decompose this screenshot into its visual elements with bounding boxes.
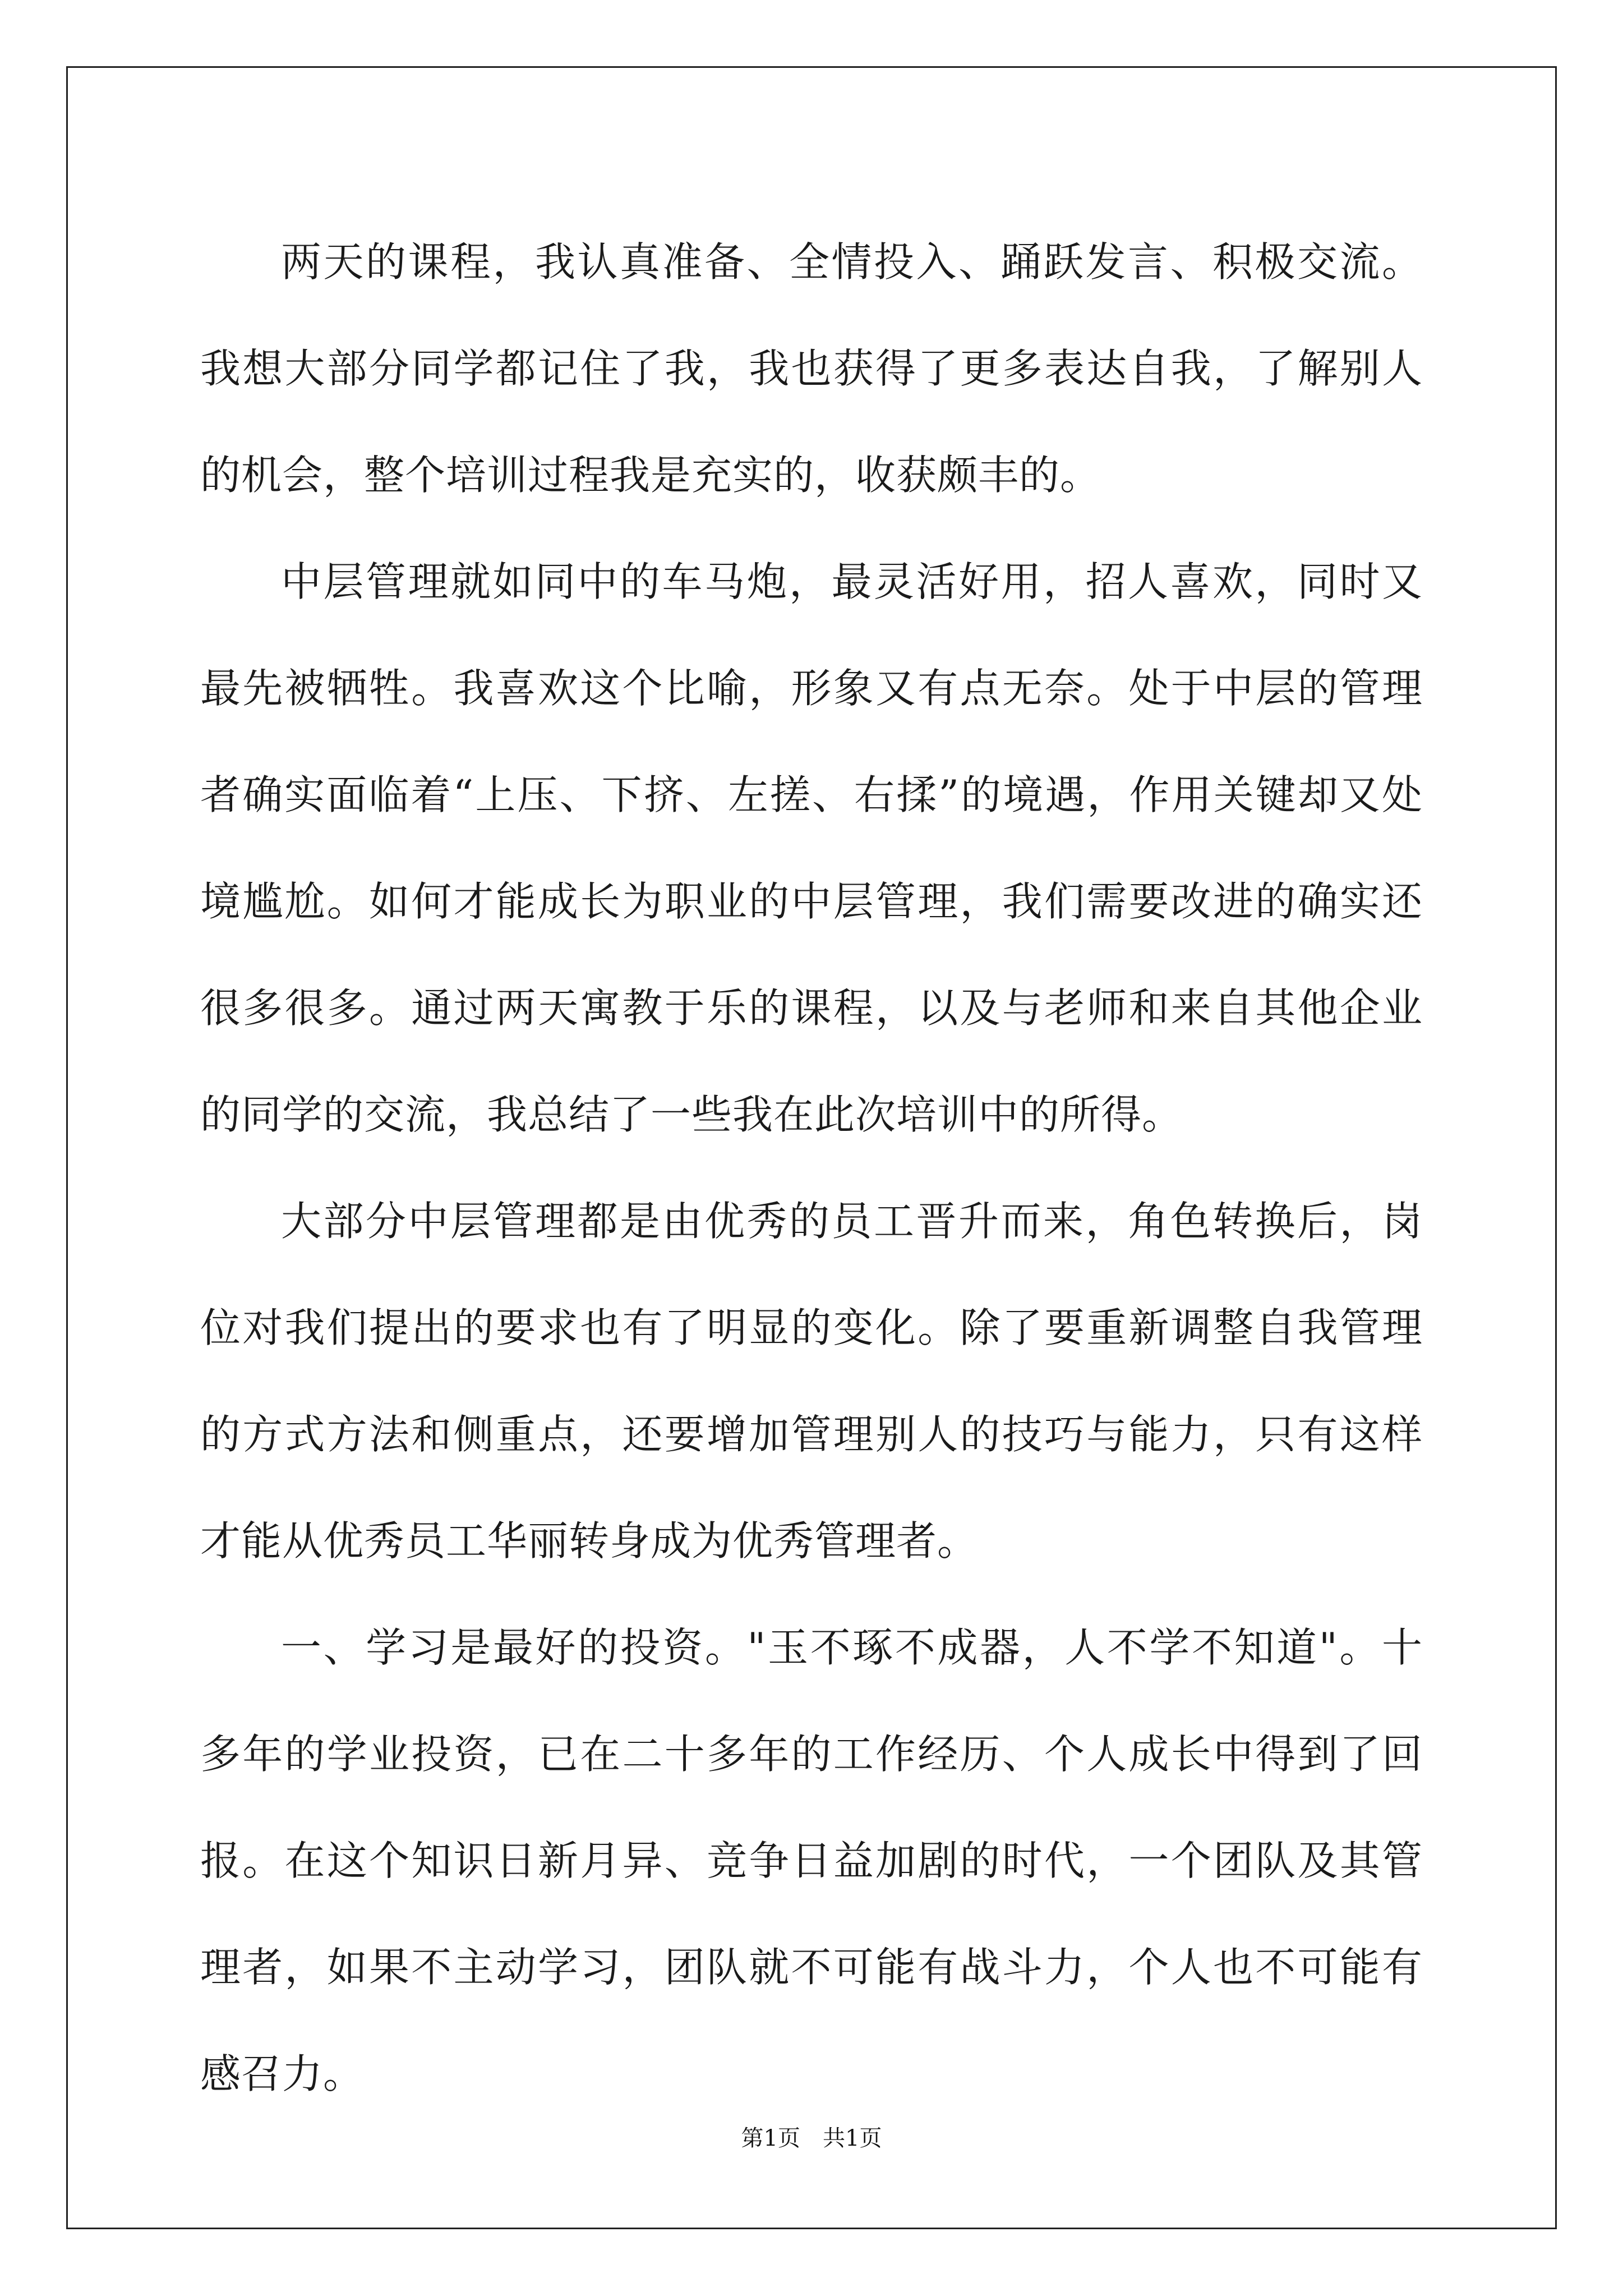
paragraph-1: 两天的课程，我认真准备、全情投入、踊跃发言、积极交流。我想大部分同学都记住了我，我也获得了更多表达自我，了解别人的机会，整个培训过程我是充实的，收获颇丰的。 [200, 238, 1423, 499]
document-body [200, 209, 1423, 2127]
paragraph-4: 一、学习是最好的投资。"玉不琢不成器，人不学不知道"。十多年的学业投资，已在二十多年的工作经历、个人成长中得到了回报。在这个知识日新月异、竞争日益加剧的时代，一个团队及其管理者，如果不主动学习，团队就不可能有战斗力，个人也不可能有感召力。 [200, 1624, 1423, 2097]
paragraph-2: 中层管理就如同中的车马炮，最灵活好用，招人喜欢，同时又最先被牺牲。我喜欢这个比喻，形象又有点无奈。处于中层的管理者确实面临着“上压、下挤、左搓、右揉”的境遇，作用关键却又处境尴尬。如何才能成长为职业的中层管理，我们需要改进的确实还很多很多。通过两天寓教于乐的课程，以及与老师和来自其他企业的同学的交流，我总结了一些我在此次培训中的所得。 [200, 558, 1423, 1138]
page-footer: 第1页 共1页 [741, 2125, 882, 2151]
paragraph-3: 大部分中层管理都是由优秀的员工晋升而来，角色转换后，岗位对我们提出的要求也有了明显的变化。除了要重新调整自我管理的方式方法和侧重点，还要增加管理别人的技巧与能力，只有这样才能从优秀员工华丽转身成为优秀管理者。 [200, 1198, 1423, 1565]
